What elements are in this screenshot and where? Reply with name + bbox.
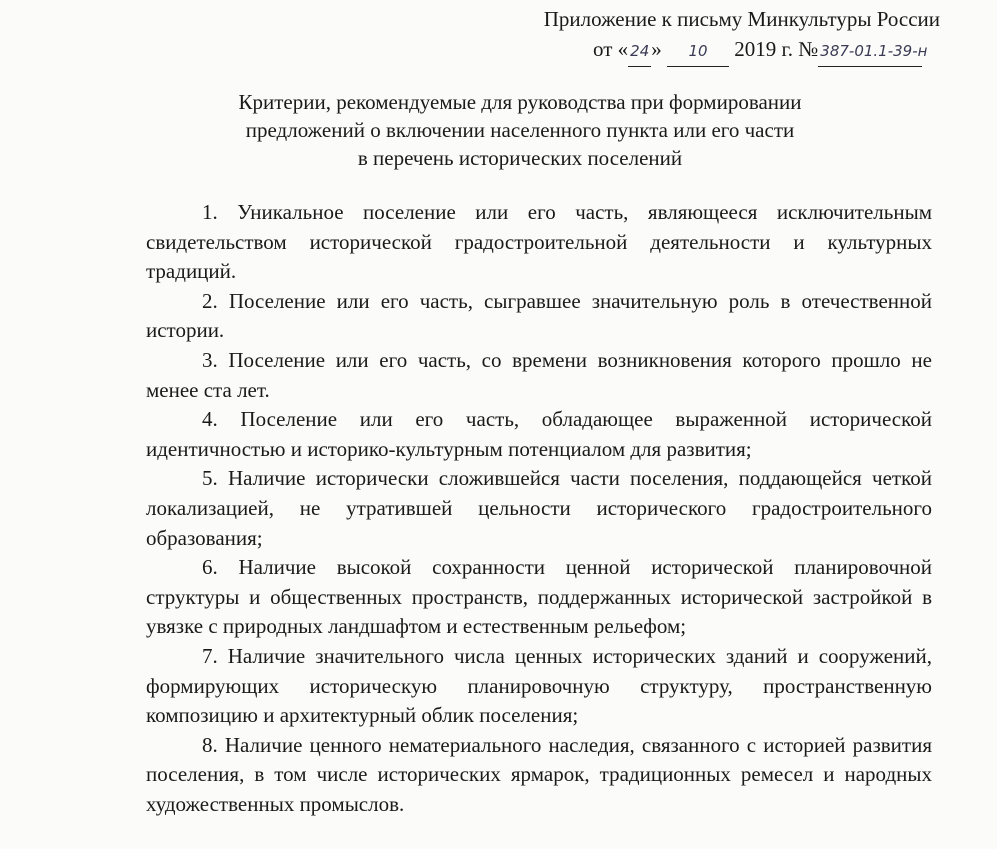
letter-reg-number: 387-01.1-39-н [818,36,922,67]
criteria-list [146,198,932,819]
attachment-label: Приложение к письму Минкультуры России [543,7,940,31]
criterion-item-8: 8. Наличие ценного нематериального наследия, связанного с историей развития поселения, в том числе исторических ярмарок, традиционных ремесел и народных художественных промыслов. [146,732,932,816]
date-separator: » [651,37,662,61]
year-text: 2019 г. № [734,37,819,61]
letter-month: 10 [667,36,729,67]
title-line-1: Критерии, рекомендуемые для руководства при формировании [238,90,802,114]
letter-day: 24 [628,36,651,67]
date-prefix: от « [593,37,629,61]
letter-date-line [593,34,928,67]
criterion-item-4: 4. Поселение или его часть, обладающее выраженной исторической идентичностью и историко-культурным потенциалом для развития; [146,407,932,461]
title-line-3: в перечень исторических поселений [357,146,683,170]
criterion-item-3: 3. Поселение или его часть, со времени возникновения которого прошло не менее ста лет. [146,347,932,402]
criterion-item-6: 6. Наличие высокой сохранности ценной исторической планировочной структуры и общественных пространств, поддержанных исторической застройкой в увязке с природных ландшафтом и естественным рельефом; [146,555,932,639]
criterion-item-5: 5. Наличие исторически сложившейся части поселения, поддающейся четкой локализацией, не утратившей цельности исторического градостроительного образования; [146,466,932,550]
document-title [200,88,840,172]
criterion-item-2: 2. Поселение или его часть, сыгравшее значительную роль в отечественной истории. [146,288,932,343]
criterion-item-7: 7. Наличие значительного числа ценных исторических зданий и сооружений, формирующих историческую планировочную структуру, пространственную композицию и архитектурный облик поселения; [146,643,932,728]
criterion-item-1: 1. Уникальное поселение или его часть, являющееся исключительным свидетельством исторической градостроительной деятельности и культурных традиций. [146,200,932,284]
title-line-2: предложений о включении населенного пункта или его части [245,118,795,142]
